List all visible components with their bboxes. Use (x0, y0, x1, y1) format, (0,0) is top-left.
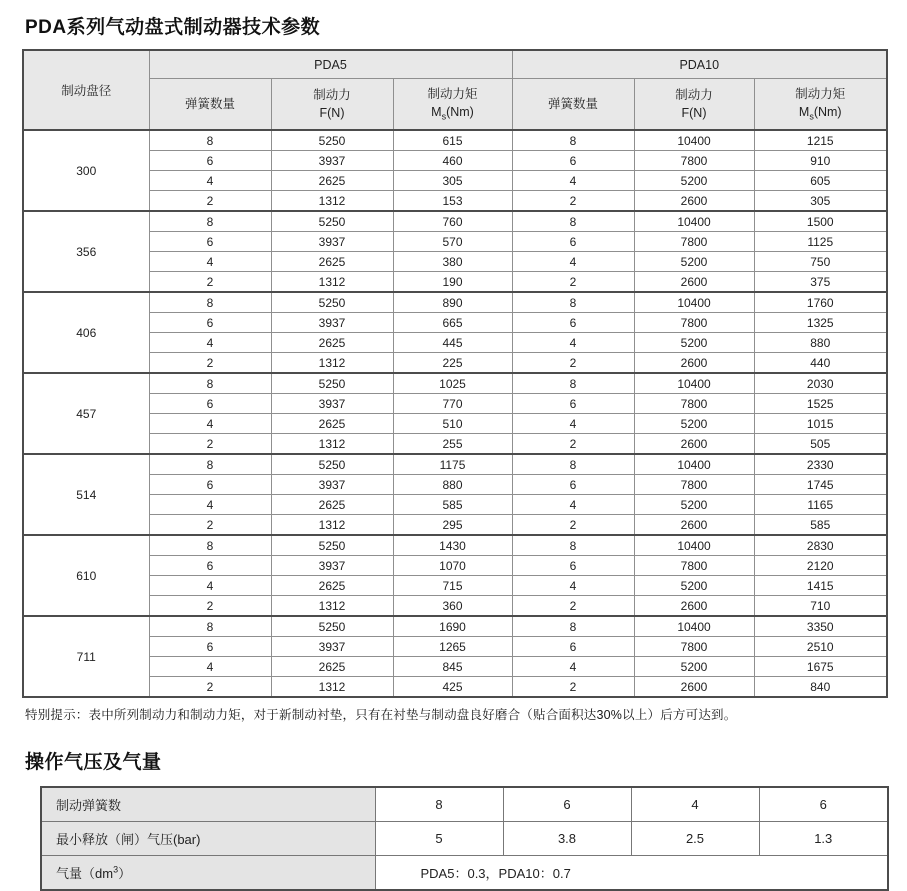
value-cell: 880 (754, 333, 887, 353)
value-cell: 8 (375, 787, 503, 822)
col-header-torque-pda5 (393, 79, 512, 131)
col-header-torque-pda10 (754, 79, 887, 131)
value-cell: 2625 (271, 657, 393, 677)
table-row (23, 171, 887, 191)
value-cell: 7800 (634, 556, 754, 576)
value-cell: 305 (754, 191, 887, 212)
disc-diameter-cell: 406 (23, 292, 149, 373)
table-row (23, 454, 887, 475)
value-cell: 770 (393, 394, 512, 414)
value-cell: 6 (503, 787, 631, 822)
value-cell: 5200 (634, 414, 754, 434)
force-unit: F(N) (681, 106, 707, 120)
value-cell: 6 (512, 394, 634, 414)
value-cell: 8 (512, 616, 634, 637)
header-row-quantities (23, 79, 887, 131)
value-cell: 5250 (271, 130, 393, 151)
col-header-force-pda10 (634, 79, 754, 131)
value-cell: 295 (393, 515, 512, 536)
value-cell: 8 (512, 373, 634, 394)
value-cell: 880 (393, 475, 512, 495)
value-cell: 8 (149, 130, 271, 151)
header-row-models (23, 50, 887, 79)
value-cell: 360 (393, 596, 512, 617)
value-cell: 5250 (271, 211, 393, 232)
value-cell: 6 (149, 394, 271, 414)
value-cell: 10400 (634, 130, 754, 151)
value-cell: 2830 (754, 535, 887, 556)
value-cell: 2030 (754, 373, 887, 394)
air-volume-label: 气量（dm (56, 866, 114, 881)
value-cell: 6 (149, 232, 271, 252)
value-cell: 505 (754, 434, 887, 455)
value-cell: 3937 (271, 394, 393, 414)
torque-unit: (Nm) (813, 104, 842, 119)
value-cell: 3937 (271, 475, 393, 495)
value-cell: 5250 (271, 373, 393, 394)
value-cell: 5250 (271, 454, 393, 475)
table-row (23, 373, 887, 394)
value-cell: 2600 (634, 272, 754, 293)
value-cell: 1312 (271, 272, 393, 293)
value-cell: 7800 (634, 232, 754, 252)
value-cell: 380 (393, 252, 512, 272)
value-cell: 3937 (271, 637, 393, 657)
value-cell: 2 (512, 677, 634, 698)
value-cell: 3350 (754, 616, 887, 637)
value-cell: 1745 (754, 475, 887, 495)
value-cell: 615 (393, 130, 512, 151)
torque-subscript: s (441, 111, 447, 122)
table-row (23, 596, 887, 617)
value-cell: 6 (149, 475, 271, 495)
value-cell: 4 (149, 171, 271, 191)
value-cell: 3937 (271, 313, 393, 333)
torque-symbol: M (431, 104, 442, 119)
value-cell: 10400 (634, 535, 754, 556)
value-cell: 6 (149, 313, 271, 333)
table-row (23, 394, 887, 414)
value-cell: 4 (149, 414, 271, 434)
value-cell: 2 (512, 434, 634, 455)
value-cell: 2600 (634, 353, 754, 374)
value-cell: 5 (375, 822, 503, 856)
value-cell: 6 (149, 151, 271, 171)
value-cell: 4 (631, 787, 759, 822)
value-cell: 2625 (271, 252, 393, 272)
value-cell: 2510 (754, 637, 887, 657)
table-row (23, 353, 887, 374)
value-cell: 5200 (634, 657, 754, 677)
value-cell: 2120 (754, 556, 887, 576)
value-cell: 7800 (634, 637, 754, 657)
torque-subscript: s (809, 111, 814, 122)
value-cell: 4 (149, 252, 271, 272)
value-cell: 4 (149, 576, 271, 596)
value-cell: 570 (393, 232, 512, 252)
value-cell: 2625 (271, 333, 393, 353)
col-header-force-pda5 (271, 79, 393, 131)
air-volume-label-end: ） (118, 866, 132, 881)
value-cell: 7800 (634, 394, 754, 414)
page-title: PDA系列气动盘式制动器技术参数 (25, 17, 321, 38)
value-cell: 8 (149, 373, 271, 394)
value-cell: 6 (512, 151, 634, 171)
value-cell: 4 (512, 252, 634, 272)
value-cell: 4 (512, 576, 634, 596)
value-cell: 4 (512, 414, 634, 434)
value-cell: 2 (149, 434, 271, 455)
value-cell: 3937 (271, 151, 393, 171)
value-cell: 5200 (634, 576, 754, 596)
force-unit: F(N) (319, 106, 345, 120)
value-cell: 605 (754, 171, 887, 191)
table-row (23, 495, 887, 515)
value-cell: 8 (149, 616, 271, 637)
force-label: 制动力 (675, 87, 713, 102)
pressure-table (40, 786, 889, 891)
value-cell: 2 (512, 596, 634, 617)
table-row (23, 130, 887, 151)
value-cell: 6 (512, 556, 634, 576)
col-header-disc-diameter: 制动盘径 (23, 50, 149, 130)
value-cell: 2 (149, 353, 271, 374)
value-cell: 2625 (271, 576, 393, 596)
value-cell: 2 (149, 191, 271, 212)
value-cell: 1125 (754, 232, 887, 252)
table-row (23, 556, 887, 576)
value-cell: 7800 (634, 313, 754, 333)
value-cell: 1675 (754, 657, 887, 677)
air-volume-superscript: 3 (113, 864, 119, 875)
value-cell: 1312 (271, 677, 393, 698)
section-title-pressure: 操作气压及气量 (25, 752, 162, 773)
value-cell: 425 (393, 677, 512, 698)
torque-unit: (Nm) (446, 104, 474, 119)
main-table-body (23, 130, 887, 697)
value-cell: 5200 (634, 252, 754, 272)
col-header-pda5: PDA5 (149, 50, 512, 79)
table-row (23, 576, 887, 596)
value-cell: 2 (512, 515, 634, 536)
row-label-air-volume (41, 856, 375, 891)
value-cell: 760 (393, 211, 512, 232)
value-cell: 10400 (634, 616, 754, 637)
value-cell: 5200 (634, 171, 754, 191)
value-cell: 440 (754, 353, 887, 374)
value-cell: 8 (149, 211, 271, 232)
table-row (23, 232, 887, 252)
table-row (23, 252, 887, 272)
value-cell: 4 (512, 657, 634, 677)
value-cell: 6 (512, 637, 634, 657)
value-cell: 10400 (634, 373, 754, 394)
col-header-springs-pda10: 弹簧数量 (512, 79, 634, 131)
table-row (23, 414, 887, 434)
value-cell: 1312 (271, 353, 393, 374)
value-cell: 5250 (271, 616, 393, 637)
value-cell: 890 (393, 292, 512, 313)
value-cell: 1025 (393, 373, 512, 394)
value-cell: 585 (393, 495, 512, 515)
value-cell: 8 (512, 535, 634, 556)
value-cell: 7800 (634, 475, 754, 495)
table-row (23, 211, 887, 232)
value-cell: 1.3 (759, 822, 888, 856)
value-cell: 1430 (393, 535, 512, 556)
value-cell: 8 (149, 535, 271, 556)
table-row (23, 475, 887, 495)
value-cell: 2625 (271, 495, 393, 515)
value-cell: 2 (149, 515, 271, 536)
value-cell: 5250 (271, 292, 393, 313)
value-cell: 6 (512, 475, 634, 495)
value-cell: 2 (512, 191, 634, 212)
special-note: 特别提示：表中所列制动力和制动力矩，对于新制动衬垫，只有在衬垫与制动盘良好磨合（贴合面积达30%以上）后方可达到。 (25, 708, 737, 722)
table-row (23, 292, 887, 313)
value-cell: 7800 (634, 151, 754, 171)
value-cell: 2600 (634, 677, 754, 698)
value-cell: 6 (149, 637, 271, 657)
value-cell: 4 (512, 495, 634, 515)
value-cell: 5250 (271, 535, 393, 556)
value-cell: 710 (754, 596, 887, 617)
value-cell: 1070 (393, 556, 512, 576)
value-cell: 4 (149, 333, 271, 353)
value-cell: 225 (393, 353, 512, 374)
table-row (23, 333, 887, 353)
value-cell: 2600 (634, 596, 754, 617)
value-cell: 665 (393, 313, 512, 333)
value-cell: 8 (512, 211, 634, 232)
value-cell: 845 (393, 657, 512, 677)
value-cell: 2 (512, 353, 634, 374)
value-cell: 8 (512, 292, 634, 313)
value-cell: 4 (149, 657, 271, 677)
disc-diameter-cell: 711 (23, 616, 149, 697)
value-cell: 4 (512, 171, 634, 191)
value-cell: 8 (512, 454, 634, 475)
table-row (23, 515, 887, 536)
disc-diameter-cell: 457 (23, 373, 149, 454)
value-cell: 2600 (634, 191, 754, 212)
spec-table (22, 49, 888, 698)
value-cell: 1265 (393, 637, 512, 657)
value-cell: 8 (512, 130, 634, 151)
value-cell: 1760 (754, 292, 887, 313)
table-row-springs (41, 787, 888, 822)
value-cell: 1175 (393, 454, 512, 475)
value-cell: 1015 (754, 414, 887, 434)
value-cell: 2 (149, 596, 271, 617)
table-row (23, 657, 887, 677)
value-cell: 2 (149, 272, 271, 293)
value-cell: 3937 (271, 556, 393, 576)
value-cell: 2330 (754, 454, 887, 475)
table-row (23, 151, 887, 171)
value-cell: 2600 (634, 434, 754, 455)
disc-diameter-cell: 610 (23, 535, 149, 616)
value-cell: 305 (393, 171, 512, 191)
row-label-release-pressure: 最小释放（闸）气压(bar) (41, 822, 375, 856)
value-cell: 910 (754, 151, 887, 171)
value-cell: 1215 (754, 130, 887, 151)
table-row (23, 616, 887, 637)
value-cell: 6 (759, 787, 888, 822)
table-row (23, 434, 887, 455)
col-header-springs-pda5: 弹簧数量 (149, 79, 271, 131)
torque-symbol: M (798, 104, 810, 119)
table-row (23, 191, 887, 212)
value-cell: 5200 (634, 333, 754, 353)
value-cell: 5200 (634, 495, 754, 515)
disc-diameter-cell: 514 (23, 454, 149, 535)
table-row (23, 272, 887, 293)
value-cell: 8 (149, 292, 271, 313)
value-cell: 1325 (754, 313, 887, 333)
col-header-pda10: PDA10 (512, 50, 887, 79)
value-cell: 4 (149, 495, 271, 515)
value-cell: 2600 (634, 515, 754, 536)
value-cell: 510 (393, 414, 512, 434)
table-row (23, 677, 887, 698)
table-row-release-pressure (41, 822, 888, 856)
disc-diameter-cell: 356 (23, 211, 149, 292)
value-cell: 1165 (754, 495, 887, 515)
table-row (23, 637, 887, 657)
value-cell: 585 (754, 515, 887, 536)
value-cell: 1312 (271, 596, 393, 617)
value-cell: 6 (149, 556, 271, 576)
row-label-springs: 制动弹簧数 (41, 787, 375, 822)
value-cell: 190 (393, 272, 512, 293)
value-cell: 2 (512, 272, 634, 293)
value-cell: 1525 (754, 394, 887, 414)
value-cell: 2625 (271, 414, 393, 434)
value-cell: 1312 (271, 191, 393, 212)
value-cell: 2 (149, 677, 271, 698)
value-cell: 1690 (393, 616, 512, 637)
value-cell: 255 (393, 434, 512, 455)
value-cell: 2.5 (631, 822, 759, 856)
table-row-air-volume (41, 856, 888, 891)
value-cell: 2625 (271, 171, 393, 191)
value-cell: 10400 (634, 292, 754, 313)
value-cell: 153 (393, 191, 512, 212)
table-row (23, 535, 887, 556)
value-cell: 1415 (754, 576, 887, 596)
value-cell: 6 (512, 232, 634, 252)
value-cell: 4 (512, 333, 634, 353)
value-cell: 3937 (271, 232, 393, 252)
torque-label: 制动力矩 (427, 86, 478, 101)
value-cell: 375 (754, 272, 887, 293)
value-cell: 1312 (271, 434, 393, 455)
value-cell: 6 (512, 313, 634, 333)
value-cell: 750 (754, 252, 887, 272)
value-cell: 1500 (754, 211, 887, 232)
force-label: 制动力 (313, 87, 351, 102)
torque-label: 制动力矩 (795, 86, 846, 101)
value-cell: 460 (393, 151, 512, 171)
value-cell: 10400 (634, 211, 754, 232)
table-row (23, 313, 887, 333)
value-cell: 840 (754, 677, 887, 698)
value-cell: 8 (149, 454, 271, 475)
value-cell: 10400 (634, 454, 754, 475)
air-volume-value: PDA5：0.3，PDA10：0.7 (375, 856, 888, 891)
value-cell: 1312 (271, 515, 393, 536)
value-cell: 715 (393, 576, 512, 596)
disc-diameter-cell: 300 (23, 130, 149, 211)
value-cell: 3.8 (503, 822, 631, 856)
value-cell: 445 (393, 333, 512, 353)
